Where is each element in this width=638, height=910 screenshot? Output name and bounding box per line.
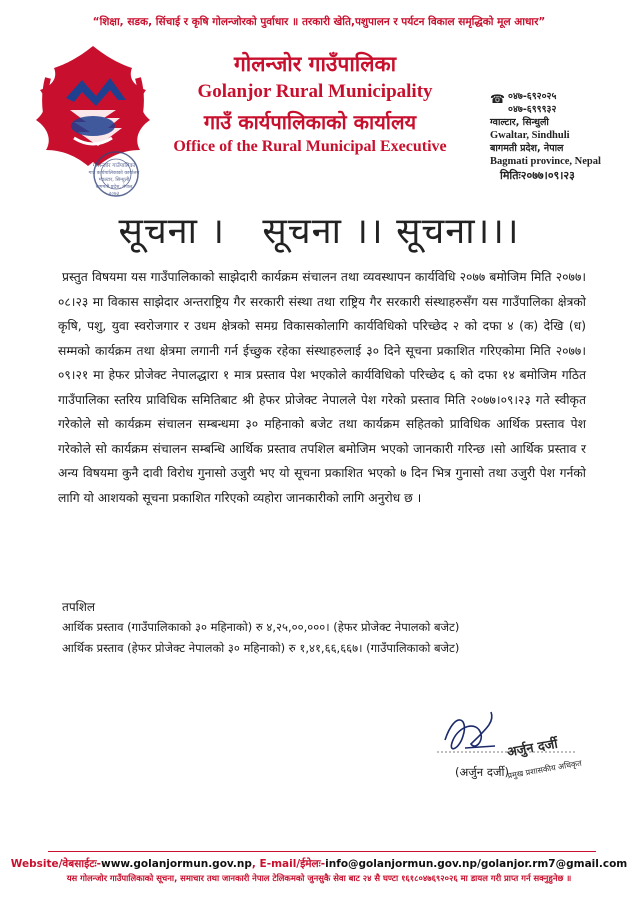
footer-telecom-note: यस गोलन्जोर गाउँपालिकाको सूचना, समाचार तथा जानकारी नेपाल टेलिकमको जुनसुकै सेवा बाट २४ सै घण्टा १६१८०४७६९२०२६ मा डायल गरी प्राप्त गर्न सक्नुहुनेछ ॥ xyxy=(66,873,572,883)
footer-divider xyxy=(48,851,596,852)
details-label: तपशिल xyxy=(62,600,96,614)
address-english: Gwaltar, Sindhuli xyxy=(490,130,570,141)
header-slogan: “शिक्षा, सडक, सिंचाई र कृषि गोलन्जोरको पुर्वाधार ॥ तरकारी खेति,पशुपालन र पर्यटन विकाल समृद्धिको मूल आधार” xyxy=(92,16,546,28)
emblem-icon xyxy=(36,46,150,166)
province-nepali: बागमती प्रदेश, नेपाल xyxy=(490,143,564,154)
notice-heading: सूचना । सूचना ।। सूचना।।। xyxy=(118,211,520,252)
seal-text-line: २०७३ xyxy=(108,191,120,197)
website-link[interactable]: www.golanjormun.gov.np xyxy=(101,858,252,870)
footer-contact-line xyxy=(0,857,638,871)
office-name-english: Office of the Rural Municipal Executive xyxy=(173,138,447,155)
email-link[interactable]: info@golanjormun.gov.np/golanjor.rm7@gmail.com xyxy=(325,858,628,870)
province-english: Bagmati province, Nepal xyxy=(490,156,601,167)
stamp-name: अर्जुन दर्जी xyxy=(505,736,559,761)
signature-scribble xyxy=(445,712,495,749)
website-label: Website/वेबसाईटः- xyxy=(10,858,101,870)
signature-and-stamp xyxy=(425,700,585,810)
notice-paragraph: प्रस्तुत विषयमा यस गाउँपालिकाको साझेदारी कार्यक्रम संचालन तथा व्यवस्थापन कार्यविधि २०७७ बमोजिम मिति २०७७।०८।२३ मा विकास साझेदार अन्तराष्ट्रिय गैर सरकारी संस्था तथा राष्ट्रिय गैर सरकारी संस्थाहरुसँग यस गाउँपालिका क्षेत्रको कृषि, पशु, युवा स्वरोजगार र उधम क्षेत्रको समग्र विकासकोलागि कार्यविधिको परिच्छेद २ को दफा ४ (क) देखि (ध) सम्मको कार्यक्रम तथा क्षेत्रमा लगानी गर्न ईच्छुक रहेका संस्थाहरुलाई ३० दिने सूचना प्रकाशित गरिएकोमा मिति २०७७।०९।२१ मा हेफर प्रोजेक्ट नेपालद्धारा १ मात्र प्रस्ताव पेश भएकोले कार्यविधिको परिच्छेद ६ को दफा १४ बमोजिम गठित गाउँपालिका स्तरिय प्राविधिक समितिबाट श्री हेफर प्रोजेक्ट नेपालले पेश गरेको प्रस्ताव मिति २०७७।०९।२३ गते स्वीकृत गरेकोले सो कार्यक्रम संचालन सम्बन्धमा ३० महिनाको बजेट तथा कार्यक्रम सहितको प्राविधिक आर्थिक प्रस्ताव पेश गरेकोले सो कार्यक्रम संचालन सम्बन्धि आर्थिक प्रस्ताव तपशिल बमोजिम भएको जानकारी गरिन्छ ।सो आर्थिक प्रस्ताव र अन्य विषयमा कुनै दावी विरोध गुनासो उजुरी भए यो सूचना प्रकाशित भएको ७ दिन भित्र गुनासो तथा उजुरी पेश गर्नको लागि यो आशयको सूचना प्रकाशित गरिएको व्यहोरा जानकारीको लागि अनुरोध छ । xyxy=(58,270,586,505)
seal-text-line: गाउँ कार्यपालिकाको कार्यालय xyxy=(88,171,140,176)
notice-date: मितिः२०७७।०९।२३ xyxy=(500,169,575,182)
municipality-name-english: Golanjor Rural Municipality xyxy=(197,81,433,102)
stamp-title: प्रमुख प्रशासकीय अधिकृत xyxy=(506,758,583,781)
budget-line-municipality: आर्थिक प्रस्ताव (गाउँपालिकाको ३० महिनाको) रु ४,२५,००,०००। (हेफर प्रोजेक्ट नेपालको बजेट) xyxy=(62,620,460,634)
seal-text-line: गोलन्जोर गाउँपालिका xyxy=(92,163,136,169)
contact-block xyxy=(490,90,630,168)
phone-icon: ☎ xyxy=(490,92,505,106)
notice-body xyxy=(58,265,586,510)
signatory-name: (अर्जुन दर्जी) xyxy=(455,765,509,779)
email-label: , E-mail/ईमेलः- xyxy=(251,858,326,870)
seal-text-line: ग्वाल्टार, सिन्धुली xyxy=(98,177,130,183)
office-name-nepali: गाउँ कार्यपालिकाको कार्यालय xyxy=(203,110,417,134)
municipality-emblem-logo xyxy=(18,38,168,198)
phone-number: ०४७-६९२०२५ xyxy=(508,91,557,102)
seal-text-line: बागमती प्रदेश, नेपाल xyxy=(95,185,133,190)
address-nepali: ग्वाल्टार, सिन्धुली xyxy=(490,117,549,128)
phone-number: ०४७-६९९९३२ xyxy=(508,104,557,115)
municipality-name-nepali: गोलन्जोर गाउँपालिका xyxy=(233,52,397,76)
budget-line-heifer: आर्थिक प्रस्ताव (हेफर प्रोजेक्ट नेपालको ३० महिनाको) रु १,४१,६६,६६७। (गाउँपालिकाको बजेट) xyxy=(62,641,460,655)
